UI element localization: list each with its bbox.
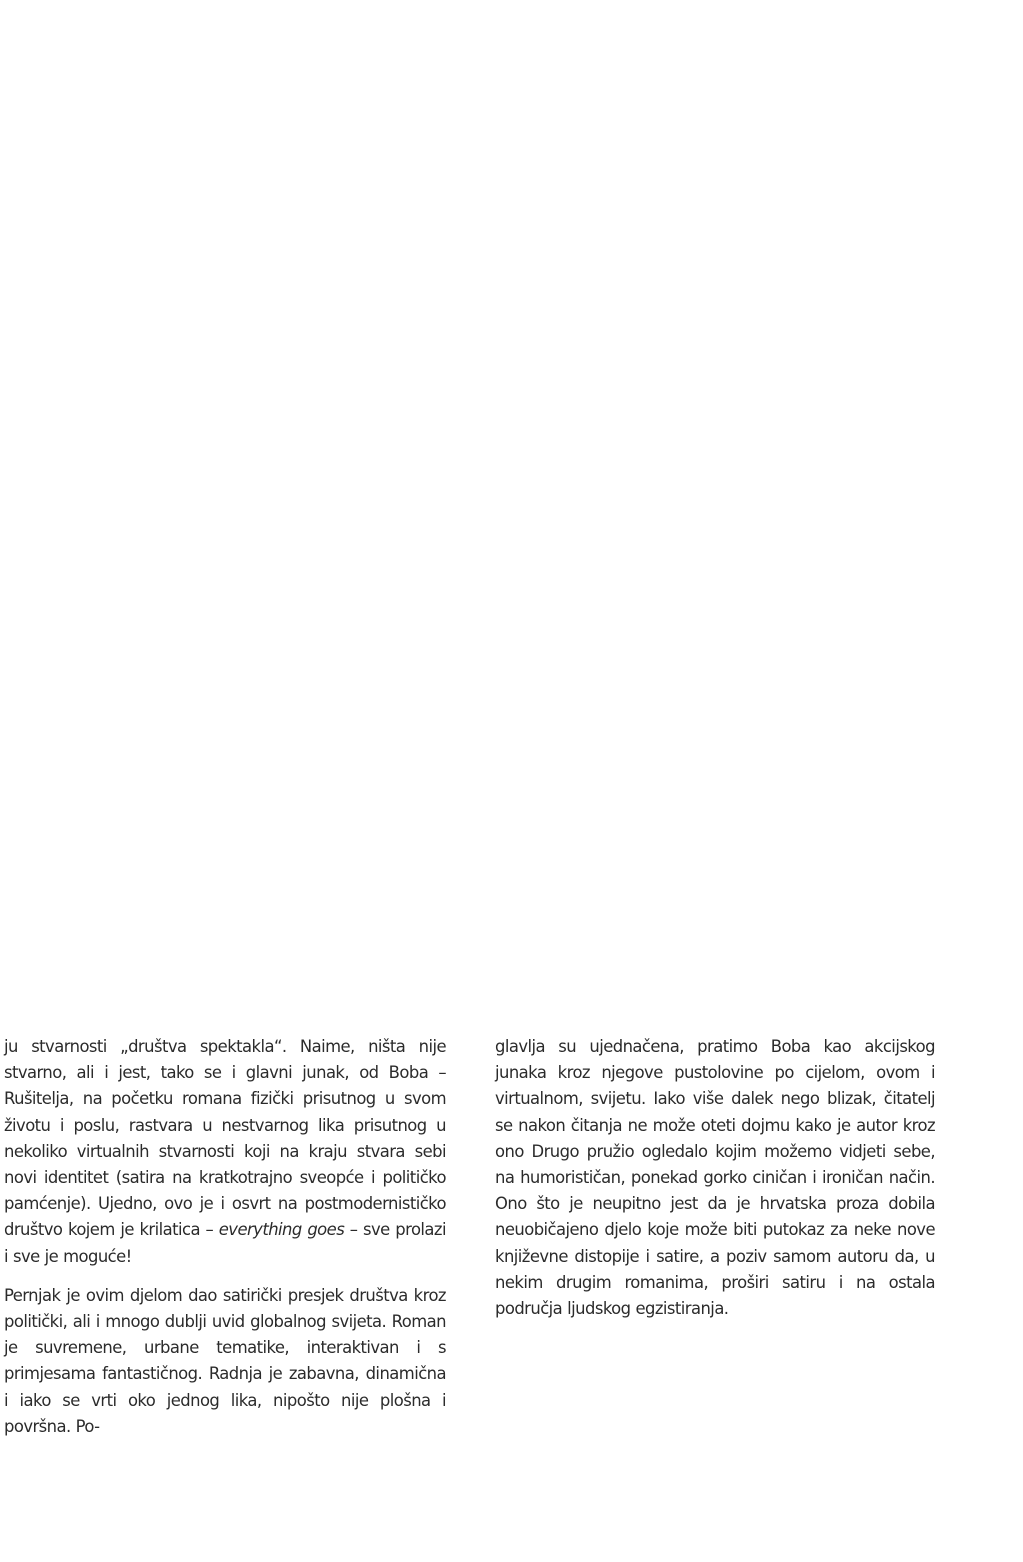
- paragraph-text: ju stvarnosti „društva spektakla“. Naime, ništa nije stvarno, ali i jest, tako se i glavni junak, od Boba – Rušitelja, na početku romana fizički prisutnog u svom životu i poslu, rastvara u nestvarnog lika prisutnog u nekoliko virtualnih stvarnosti koji na kraju stvara sebi novi identitet (satira na kratkotrajno sveopće i političko pamćenje). Ujedno, ovo je i osvrt na postmodernističko društvo kojem je krilatica –: [4, 1037, 446, 1240]
- left-text-column: [4, 1034, 446, 1440]
- paragraph: Pernjak je ovim djelom dao satirički presjek društva kroz politički, ali i mnogo dublji uvid globalnog svijeta. Roman je suvremene, urbane tematike, interaktivan i s primjesama fantastičnog. Radnja je zabavna, dinamična i iako se vrti oko jednog lika, nipošto nije plošna i površna. Po-: [4, 1285, 446, 1436]
- paragraph: glavlja su ujednačena, pratimo Boba kao akcijskog junaka kroz njegove pustolovine po cijelom, ovom i virtualnom, svijetu. Iako više dalek nego blizak, čitatelj se nakon čitanja ne može oteti dojmu kako je autor kroz ono Drugo pružio ogledalo kojim možemo vidjeti sebe, na humorističan, ponekad gorko ciničan i ironičan način. Ono što je neupitno jest da je hrvatska proza dobila neuobičajeno djelo koje može biti putokaz za neke nove književne distopije i satire, a poziv samom autoru da, u nekim drugim romanima, proširi satiru i na ostala područja ljudskog egzistiranja.: [495, 1037, 935, 1319]
- right-text-column: [495, 1034, 935, 1322]
- paragraph-text: – sve prolazi i sve je moguće!: [4, 1220, 446, 1266]
- italic-phrase: everything goes: [218, 1220, 345, 1240]
- paragraph: [4, 1034, 446, 1270]
